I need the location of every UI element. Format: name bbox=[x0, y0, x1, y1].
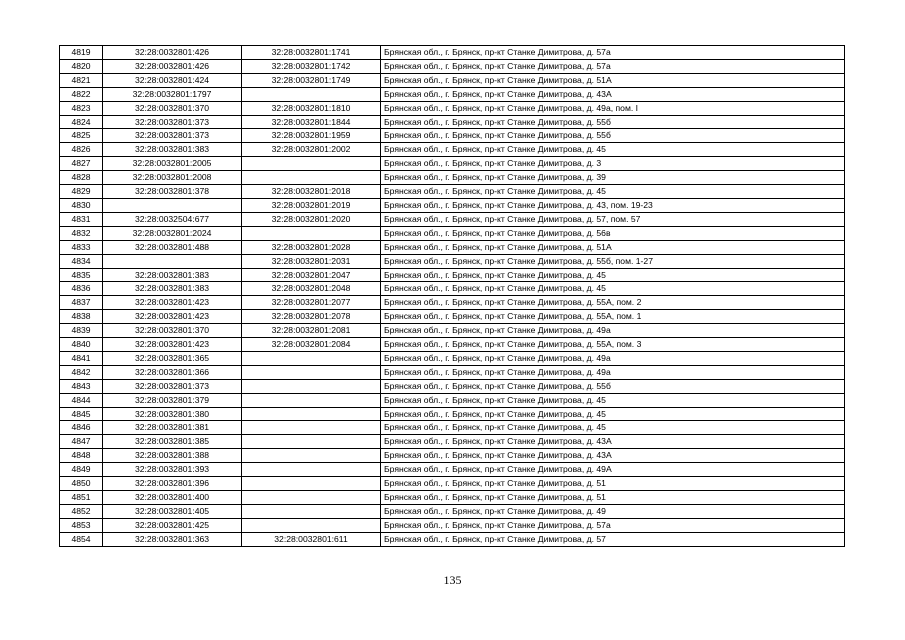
row-number-cell: 4832 bbox=[60, 226, 103, 240]
row-number-cell: 4837 bbox=[60, 296, 103, 310]
row-number-cell: 4822 bbox=[60, 87, 103, 101]
object-number-cell: 32:28:0032801:2002 bbox=[242, 143, 381, 157]
object-number-cell: 32:28:0032801:2077 bbox=[242, 296, 381, 310]
parcel-number-cell: 32:28:0032801:1797 bbox=[103, 87, 242, 101]
parcel-number-cell: 32:28:0032801:2024 bbox=[103, 226, 242, 240]
row-number-cell: 4851 bbox=[60, 491, 103, 505]
table-row bbox=[60, 185, 845, 199]
table-row bbox=[60, 491, 845, 505]
cadastral-table bbox=[59, 45, 845, 547]
table-row bbox=[60, 115, 845, 129]
table-row bbox=[60, 212, 845, 226]
address-cell: Брянская обл., г. Брянск, пр-кт Станке Димитрова, д. 55А, пом. 3 bbox=[381, 338, 845, 352]
row-number-cell: 4819 bbox=[60, 46, 103, 60]
object-number-cell bbox=[242, 351, 381, 365]
table-row bbox=[60, 59, 845, 73]
table-row bbox=[60, 435, 845, 449]
address-cell: Брянская обл., г. Брянск, пр-кт Станке Димитрова, д. 55А, пом. 2 bbox=[381, 296, 845, 310]
table-row bbox=[60, 143, 845, 157]
row-number-cell: 4849 bbox=[60, 463, 103, 477]
table-row bbox=[60, 338, 845, 352]
object-number-cell bbox=[242, 463, 381, 477]
table-row bbox=[60, 351, 845, 365]
row-number-cell: 4829 bbox=[60, 185, 103, 199]
address-cell: Брянская обл., г. Брянск, пр-кт Станке Димитрова, д. 57а bbox=[381, 46, 845, 60]
parcel-number-cell: 32:28:0032801:423 bbox=[103, 310, 242, 324]
parcel-number-cell: 32:28:0032801:383 bbox=[103, 143, 242, 157]
row-number-cell: 4821 bbox=[60, 73, 103, 87]
row-number-cell: 4845 bbox=[60, 407, 103, 421]
address-cell: Брянская обл., г. Брянск, пр-кт Станке Димитрова, д. 45 bbox=[381, 421, 845, 435]
parcel-number-cell: 32:28:0032801:423 bbox=[103, 338, 242, 352]
row-number-cell: 4827 bbox=[60, 157, 103, 171]
table-row bbox=[60, 310, 845, 324]
object-number-cell bbox=[242, 379, 381, 393]
parcel-number-cell: 32:28:0032801:383 bbox=[103, 282, 242, 296]
table-row bbox=[60, 254, 845, 268]
row-number-cell: 4847 bbox=[60, 435, 103, 449]
address-cell: Брянская обл., г. Брянск, пр-кт Станке Димитрова, д. 57, пом. 57 bbox=[381, 212, 845, 226]
object-number-cell bbox=[242, 504, 381, 518]
table-row bbox=[60, 324, 845, 338]
table-row bbox=[60, 73, 845, 87]
object-number-cell: 32:28:0032801:2047 bbox=[242, 268, 381, 282]
address-cell: Брянская обл., г. Брянск, пр-кт Станке Димитрова, д. 45 bbox=[381, 393, 845, 407]
address-cell: Брянская обл., г. Брянск, пр-кт Станке Димитрова, д. 55б, пом. 1-27 bbox=[381, 254, 845, 268]
row-number-cell: 4830 bbox=[60, 198, 103, 212]
row-number-cell: 4844 bbox=[60, 393, 103, 407]
parcel-number-cell: 32:28:0032801:363 bbox=[103, 532, 242, 546]
address-cell: Брянская обл., г. Брянск, пр-кт Станке Димитрова, д. 56в bbox=[381, 226, 845, 240]
row-number-cell: 4820 bbox=[60, 59, 103, 73]
object-number-cell: 32:28:0032801:1742 bbox=[242, 59, 381, 73]
parcel-number-cell: 32:28:0032801:370 bbox=[103, 324, 242, 338]
object-number-cell: 32:28:0032801:1844 bbox=[242, 115, 381, 129]
parcel-number-cell: 32:28:0032801:488 bbox=[103, 240, 242, 254]
address-cell: Брянская обл., г. Брянск, пр-кт Станке Димитрова, д. 45 bbox=[381, 407, 845, 421]
object-number-cell: 32:28:0032801:2019 bbox=[242, 198, 381, 212]
table-row bbox=[60, 421, 845, 435]
table-body bbox=[60, 46, 845, 547]
address-cell: Брянская обл., г. Брянск, пр-кт Станке Димитрова, д. 3 bbox=[381, 157, 845, 171]
object-number-cell: 32:28:0032801:2081 bbox=[242, 324, 381, 338]
address-cell: Брянская обл., г. Брянск, пр-кт Станке Димитрова, д. 43, пом. 19-23 bbox=[381, 198, 845, 212]
address-cell: Брянская обл., г. Брянск, пр-кт Станке Димитрова, д. 51А bbox=[381, 73, 845, 87]
parcel-number-cell: 32:28:0032801:393 bbox=[103, 463, 242, 477]
table-row bbox=[60, 296, 845, 310]
row-number-cell: 4824 bbox=[60, 115, 103, 129]
parcel-number-cell: 32:28:0032801:385 bbox=[103, 435, 242, 449]
object-number-cell: 32:28:0032801:2048 bbox=[242, 282, 381, 296]
object-number-cell bbox=[242, 518, 381, 532]
page-number: 135 bbox=[443, 573, 462, 587]
address-cell: Брянская обл., г. Брянск, пр-кт Станке Димитрова, д. 43А bbox=[381, 87, 845, 101]
table-row bbox=[60, 171, 845, 185]
table-row bbox=[60, 87, 845, 101]
object-number-cell: 32:28:0032801:2020 bbox=[242, 212, 381, 226]
row-number-cell: 4854 bbox=[60, 532, 103, 546]
address-cell: Брянская обл., г. Брянск, пр-кт Станке Димитрова, д. 49А bbox=[381, 463, 845, 477]
object-number-cell: 32:28:0032801:2018 bbox=[242, 185, 381, 199]
address-cell: Брянская обл., г. Брянск, пр-кт Станке Димитрова, д. 43А bbox=[381, 449, 845, 463]
parcel-number-cell: 32:28:0032801:405 bbox=[103, 504, 242, 518]
object-number-cell bbox=[242, 449, 381, 463]
address-cell: Брянская обл., г. Брянск, пр-кт Станке Димитрова, д. 55б bbox=[381, 129, 845, 143]
address-cell: Брянская обл., г. Брянск, пр-кт Станке Димитрова, д. 55А, пом. 1 bbox=[381, 310, 845, 324]
object-number-cell bbox=[242, 87, 381, 101]
object-number-cell bbox=[242, 365, 381, 379]
address-cell: Брянская обл., г. Брянск, пр-кт Станке Димитрова, д. 49 bbox=[381, 504, 845, 518]
table-row bbox=[60, 282, 845, 296]
row-number-cell: 4843 bbox=[60, 379, 103, 393]
parcel-number-cell: 32:28:0032504:677 bbox=[103, 212, 242, 226]
table-row bbox=[60, 518, 845, 532]
parcel-number-cell: 32:28:0032801:396 bbox=[103, 477, 242, 491]
address-cell: Брянская обл., г. Брянск, пр-кт Станке Димитрова, д. 57а bbox=[381, 518, 845, 532]
row-number-cell: 4848 bbox=[60, 449, 103, 463]
parcel-number-cell bbox=[103, 254, 242, 268]
document-page bbox=[59, 45, 845, 547]
row-number-cell: 4846 bbox=[60, 421, 103, 435]
object-number-cell: 32:28:0032801:2078 bbox=[242, 310, 381, 324]
table-row bbox=[60, 532, 845, 546]
parcel-number-cell: 32:28:0032801:373 bbox=[103, 379, 242, 393]
parcel-number-cell: 32:28:0032801:426 bbox=[103, 46, 242, 60]
table-row bbox=[60, 407, 845, 421]
parcel-number-cell: 32:28:0032801:2005 bbox=[103, 157, 242, 171]
address-cell: Брянская обл., г. Брянск, пр-кт Станке Димитрова, д. 43А bbox=[381, 435, 845, 449]
address-cell: Брянская обл., г. Брянск, пр-кт Станке Димитрова, д. 49а bbox=[381, 351, 845, 365]
parcel-number-cell: 32:28:0032801:424 bbox=[103, 73, 242, 87]
parcel-number-cell: 32:28:0032801:426 bbox=[103, 59, 242, 73]
parcel-number-cell bbox=[103, 198, 242, 212]
row-number-cell: 4825 bbox=[60, 129, 103, 143]
address-cell: Брянская обл., г. Брянск, пр-кт Станке Димитрова, д. 49а bbox=[381, 365, 845, 379]
table-row bbox=[60, 46, 845, 60]
parcel-number-cell: 32:28:0032801:365 bbox=[103, 351, 242, 365]
object-number-cell: 32:28:0032801:1749 bbox=[242, 73, 381, 87]
row-number-cell: 4850 bbox=[60, 477, 103, 491]
table-row bbox=[60, 504, 845, 518]
address-cell: Брянская обл., г. Брянск, пр-кт Станке Димитрова, д. 57а bbox=[381, 59, 845, 73]
object-number-cell bbox=[242, 421, 381, 435]
object-number-cell bbox=[242, 491, 381, 505]
address-cell: Брянская обл., г. Брянск, пр-кт Станке Димитрова, д. 45 bbox=[381, 143, 845, 157]
row-number-cell: 4838 bbox=[60, 310, 103, 324]
row-number-cell: 4853 bbox=[60, 518, 103, 532]
table-row bbox=[60, 240, 845, 254]
row-number-cell: 4839 bbox=[60, 324, 103, 338]
parcel-number-cell: 32:28:0032801:2008 bbox=[103, 171, 242, 185]
table-row bbox=[60, 477, 845, 491]
parcel-number-cell: 32:28:0032801:383 bbox=[103, 268, 242, 282]
row-number-cell: 4836 bbox=[60, 282, 103, 296]
row-number-cell: 4833 bbox=[60, 240, 103, 254]
row-number-cell: 4823 bbox=[60, 101, 103, 115]
table-row bbox=[60, 226, 845, 240]
row-number-cell: 4828 bbox=[60, 171, 103, 185]
table-row bbox=[60, 463, 845, 477]
object-number-cell: 32:28:0032801:1959 bbox=[242, 129, 381, 143]
table-row bbox=[60, 379, 845, 393]
address-cell: Брянская обл., г. Брянск, пр-кт Станке Димитрова, д. 49а, пом. I bbox=[381, 101, 845, 115]
object-number-cell bbox=[242, 477, 381, 491]
row-number-cell: 4826 bbox=[60, 143, 103, 157]
parcel-number-cell: 32:28:0032801:425 bbox=[103, 518, 242, 532]
row-number-cell: 4835 bbox=[60, 268, 103, 282]
address-cell: Брянская обл., г. Брянск, пр-кт Станке Димитрова, д. 51 bbox=[381, 491, 845, 505]
table-row bbox=[60, 101, 845, 115]
row-number-cell: 4834 bbox=[60, 254, 103, 268]
parcel-number-cell: 32:28:0032801:378 bbox=[103, 185, 242, 199]
table-row bbox=[60, 157, 845, 171]
row-number-cell: 4841 bbox=[60, 351, 103, 365]
parcel-number-cell: 32:28:0032801:423 bbox=[103, 296, 242, 310]
object-number-cell bbox=[242, 407, 381, 421]
address-cell: Брянская обл., г. Брянск, пр-кт Станке Димитрова, д. 49а bbox=[381, 324, 845, 338]
object-number-cell bbox=[242, 226, 381, 240]
object-number-cell: 32:28:0032801:2028 bbox=[242, 240, 381, 254]
parcel-number-cell: 32:28:0032801:370 bbox=[103, 101, 242, 115]
object-number-cell: 32:28:0032801:1741 bbox=[242, 46, 381, 60]
address-cell: Брянская обл., г. Брянск, пр-кт Станке Димитрова, д. 51 bbox=[381, 477, 845, 491]
address-cell: Брянская обл., г. Брянск, пр-кт Станке Димитрова, д. 57 bbox=[381, 532, 845, 546]
parcel-number-cell: 32:28:0032801:366 bbox=[103, 365, 242, 379]
object-number-cell bbox=[242, 435, 381, 449]
object-number-cell bbox=[242, 157, 381, 171]
row-number-cell: 4831 bbox=[60, 212, 103, 226]
object-number-cell: 32:28:0032801:611 bbox=[242, 532, 381, 546]
address-cell: Брянская обл., г. Брянск, пр-кт Станке Димитрова, д. 39 bbox=[381, 171, 845, 185]
table-row bbox=[60, 129, 845, 143]
row-number-cell: 4840 bbox=[60, 338, 103, 352]
address-cell: Брянская обл., г. Брянск, пр-кт Станке Димитрова, д. 45 bbox=[381, 185, 845, 199]
object-number-cell: 32:28:0032801:2031 bbox=[242, 254, 381, 268]
parcel-number-cell: 32:28:0032801:388 bbox=[103, 449, 242, 463]
row-number-cell: 4852 bbox=[60, 504, 103, 518]
table-row bbox=[60, 365, 845, 379]
address-cell: Брянская обл., г. Брянск, пр-кт Станке Димитрова, д. 55б bbox=[381, 379, 845, 393]
parcel-number-cell: 32:28:0032801:380 bbox=[103, 407, 242, 421]
table-row bbox=[60, 268, 845, 282]
address-cell: Брянская обл., г. Брянск, пр-кт Станке Димитрова, д. 45 bbox=[381, 268, 845, 282]
parcel-number-cell: 32:28:0032801:379 bbox=[103, 393, 242, 407]
address-cell: Брянская обл., г. Брянск, пр-кт Станке Димитрова, д. 55б bbox=[381, 115, 845, 129]
parcel-number-cell: 32:28:0032801:381 bbox=[103, 421, 242, 435]
table-row bbox=[60, 449, 845, 463]
address-cell: Брянская обл., г. Брянск, пр-кт Станке Димитрова, д. 51А bbox=[381, 240, 845, 254]
table-row bbox=[60, 198, 845, 212]
parcel-number-cell: 32:28:0032801:373 bbox=[103, 129, 242, 143]
object-number-cell: 32:28:0032801:2084 bbox=[242, 338, 381, 352]
parcel-number-cell: 32:28:0032801:400 bbox=[103, 491, 242, 505]
object-number-cell: 32:28:0032801:1810 bbox=[242, 101, 381, 115]
object-number-cell bbox=[242, 393, 381, 407]
address-cell: Брянская обл., г. Брянск, пр-кт Станке Димитрова, д. 45 bbox=[381, 282, 845, 296]
row-number-cell: 4842 bbox=[60, 365, 103, 379]
parcel-number-cell: 32:28:0032801:373 bbox=[103, 115, 242, 129]
object-number-cell bbox=[242, 171, 381, 185]
table-row bbox=[60, 393, 845, 407]
